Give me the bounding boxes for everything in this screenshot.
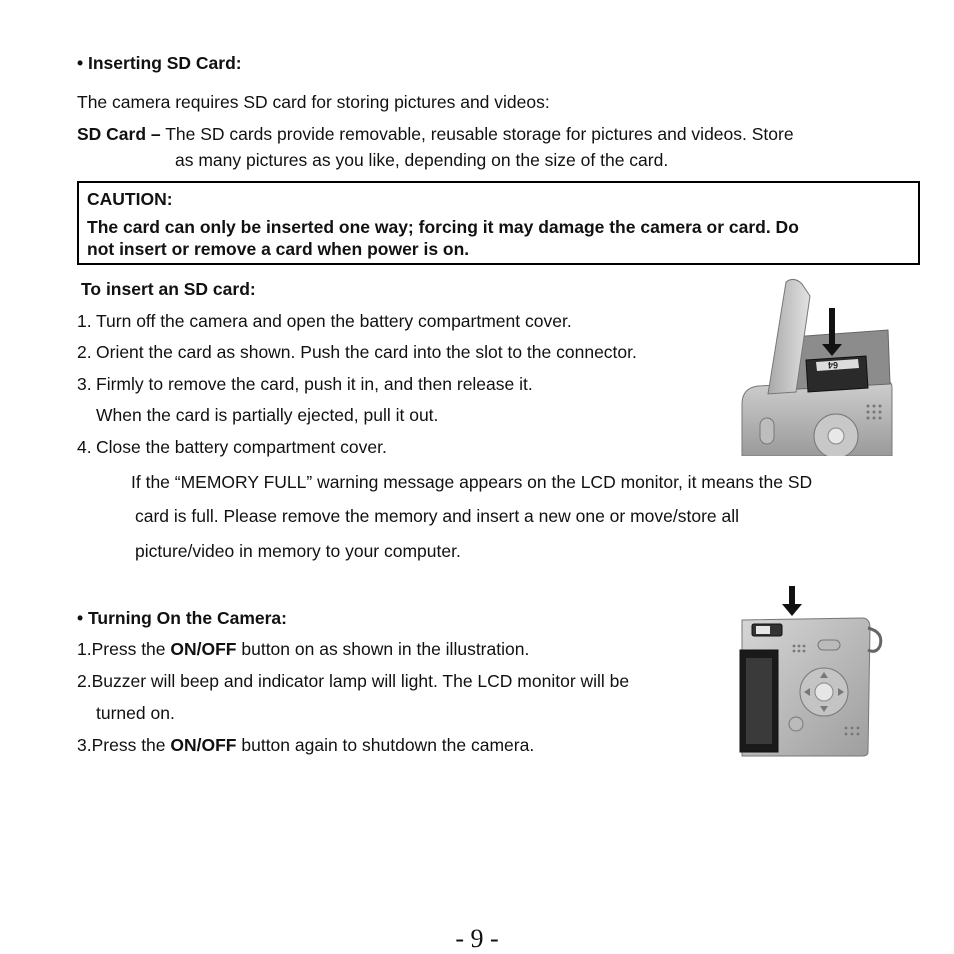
camera-power-button-illustration [738, 584, 888, 758]
insert-step-4-number: 4. [77, 437, 92, 457]
power-arrow-icon [782, 586, 802, 616]
caution-line-1: The card can only be inserted one way; forcing it may damage the camera or card. Do [87, 217, 799, 237]
power-step-3-onoff: ON/OFF [170, 735, 237, 755]
on-off-button-shape [752, 624, 782, 636]
insert-step-2: Orient the card as shown. Push the card into the slot to the connector. [96, 342, 637, 362]
caution-box [77, 181, 920, 265]
power-step-3-prefix: 3.Press the [77, 735, 171, 755]
power-step-1-prefix: 1.Press the [77, 639, 171, 659]
power-step-3 [77, 735, 534, 755]
section-heading-turning-on: • Turning On the Camera: [77, 608, 287, 628]
insert-step-4: Close the battery compartment cover. [96, 437, 387, 457]
sd-intro-text: The camera requires SD card for storing pictures and videos: [77, 92, 550, 112]
sd-card-text-1: The SD cards provide removable, reusable storage for pictures and videos. Store [165, 124, 794, 144]
caution-title: CAUTION: [87, 189, 173, 209]
sd-card-text-2: as many pictures as you like, depending on the size of the card. [175, 150, 669, 170]
power-step-1 [77, 639, 529, 659]
memory-full-note-1: If the “MEMORY FULL” warning message appears on the LCD monitor, it means the SD [131, 472, 813, 492]
power-step-3-suffix: button again to shutdown the camera. [236, 735, 535, 755]
sd-card-definition [77, 124, 794, 144]
insert-sd-heading: To insert an SD card: [81, 279, 256, 299]
insert-step-3-continued: When the card is partially ejected, pull it out. [96, 405, 439, 425]
memory-full-note-3: picture/video in memory to your computer. [135, 541, 461, 561]
insert-step-3: Firmly to remove the card, push it in, and then release it. [96, 374, 533, 394]
insert-step-2-number: 2. [77, 342, 92, 362]
memory-full-note-2: card is full. Please remove the memory and insert a new one or move/store all [135, 506, 740, 526]
section-heading-inserting-sd-card: • Inserting SD Card: [77, 53, 242, 73]
caution-line-2: not insert or remove a card when power is on. [87, 239, 470, 259]
camera-sd-card-illustration [738, 276, 894, 456]
power-step-1-suffix: button on as shown in the illustration. [236, 639, 530, 659]
power-step-2: 2.Buzzer will beep and indicator lamp will light. The LCD monitor will be [77, 671, 630, 691]
insert-step-1: Turn off the camera and open the battery compartment cover. [96, 311, 572, 331]
sd-card-label: SD Card – [77, 124, 161, 144]
insert-step-1-number: 1. [77, 311, 92, 331]
page-number: - 9 - [455, 924, 499, 953]
power-step-2-continued: turned on. [96, 703, 175, 723]
sd-card-label: 64 [827, 360, 838, 370]
power-step-1-onoff: ON/OFF [170, 639, 237, 659]
sd-card-shape [806, 356, 868, 392]
insert-step-3-number: 3. [77, 374, 92, 394]
